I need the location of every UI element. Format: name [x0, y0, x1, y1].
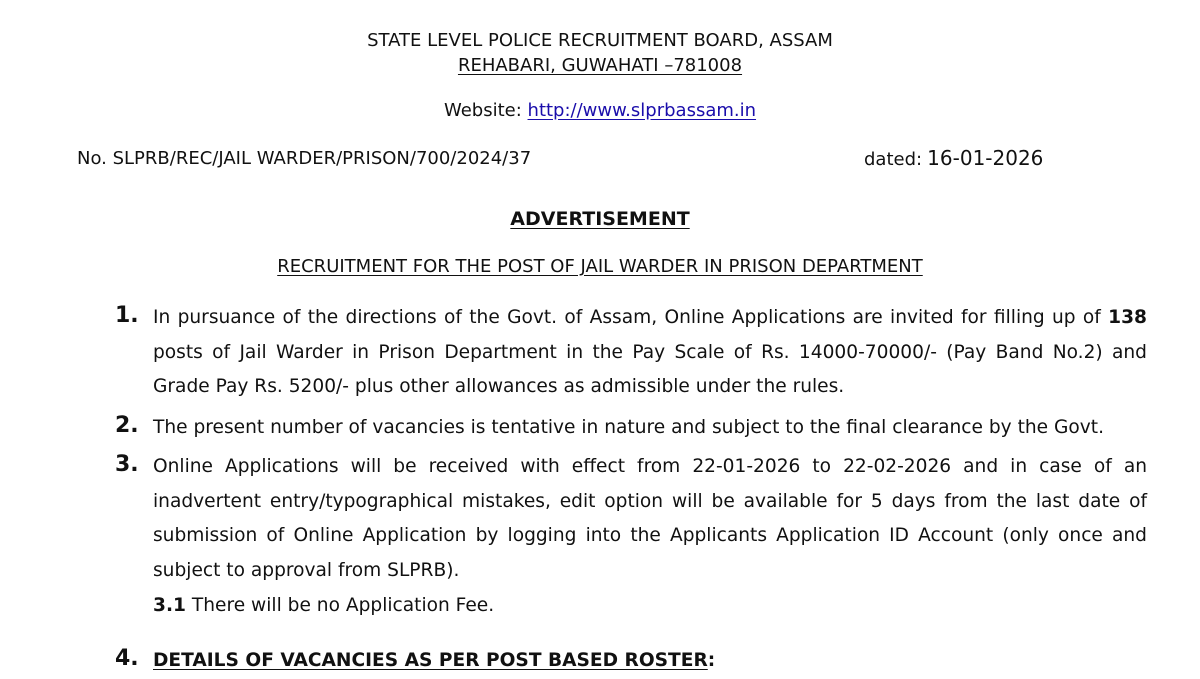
dated-label: dated: [864, 149, 923, 170]
para-1-text-after: posts of Jail Warder in Prison Department in the Pay Scale of Rs. 14000-70000/- (Pay Band No.2) and Grade Pay Rs. 5200/- plus other allowances as admissible under the rules. [153, 341, 1147, 397]
website-label: Website: [443, 100, 522, 121]
para-4-heading-suffix: : [707, 650, 716, 671]
org-name: STATE LEVEL POLICE RECRUITMENT BOARD, ASSAM [367, 30, 833, 51]
para-1-bold-count: 138 [1108, 307, 1147, 328]
reference-number: No. SLPRB/REC/JAIL WARDER/PRISON/700/2024/37 [77, 148, 532, 169]
para-2-number: 2. [115, 413, 139, 438]
para-4-heading-text: DETAILS OF VACANCIES AS PER POST BASED ROSTER [153, 650, 708, 671]
para-2-text: The present number of vacancies is tentative in nature and subject to the final clearance by the Govt. [153, 417, 1105, 438]
para-1-text [153, 301, 1147, 405]
document-title [0, 208, 1200, 230]
para-3-text: Online Applications will be received with effect from 22-01-2026 to 22-02-2026 and in case of an inadvertent entry/typographical mistakes, edit option will be available for 5 days from the last date of submission of Online Application by logging into the Applicants Application ID Account (only once and subject to approval from SLPRB). [153, 456, 1147, 581]
para-4-number: 4. [115, 646, 139, 671]
website-link[interactable]: http://www.slprbassam.in [527, 100, 757, 121]
para-4-heading [153, 644, 1147, 679]
para-3-1-line [153, 589, 1147, 624]
para-3-1-text: There will be no Application Fee. [191, 595, 495, 616]
para-1-text-before: In pursuance of the directions of the Govt. of Assam, Online Applications are invited for filling up of [153, 307, 1101, 328]
org-address [0, 55, 1200, 76]
title-text: ADVERTISEMENT [510, 208, 690, 230]
website-line [0, 100, 1200, 121]
subtitle-text: RECRUITMENT FOR THE POST OF JAIL WARDER IN PRISON DEPARTMENT [277, 256, 923, 277]
reference-date [864, 146, 1043, 170]
para-3-1-number: 3.1 [153, 595, 186, 616]
para-1-number: 1. [115, 303, 139, 328]
document-subtitle [0, 256, 1200, 277]
dated-value: 16-01-2026 [927, 146, 1044, 170]
para-3-number: 3. [115, 452, 139, 477]
address-text: REHABARI, GUWAHATI –781008 [457, 55, 743, 76]
